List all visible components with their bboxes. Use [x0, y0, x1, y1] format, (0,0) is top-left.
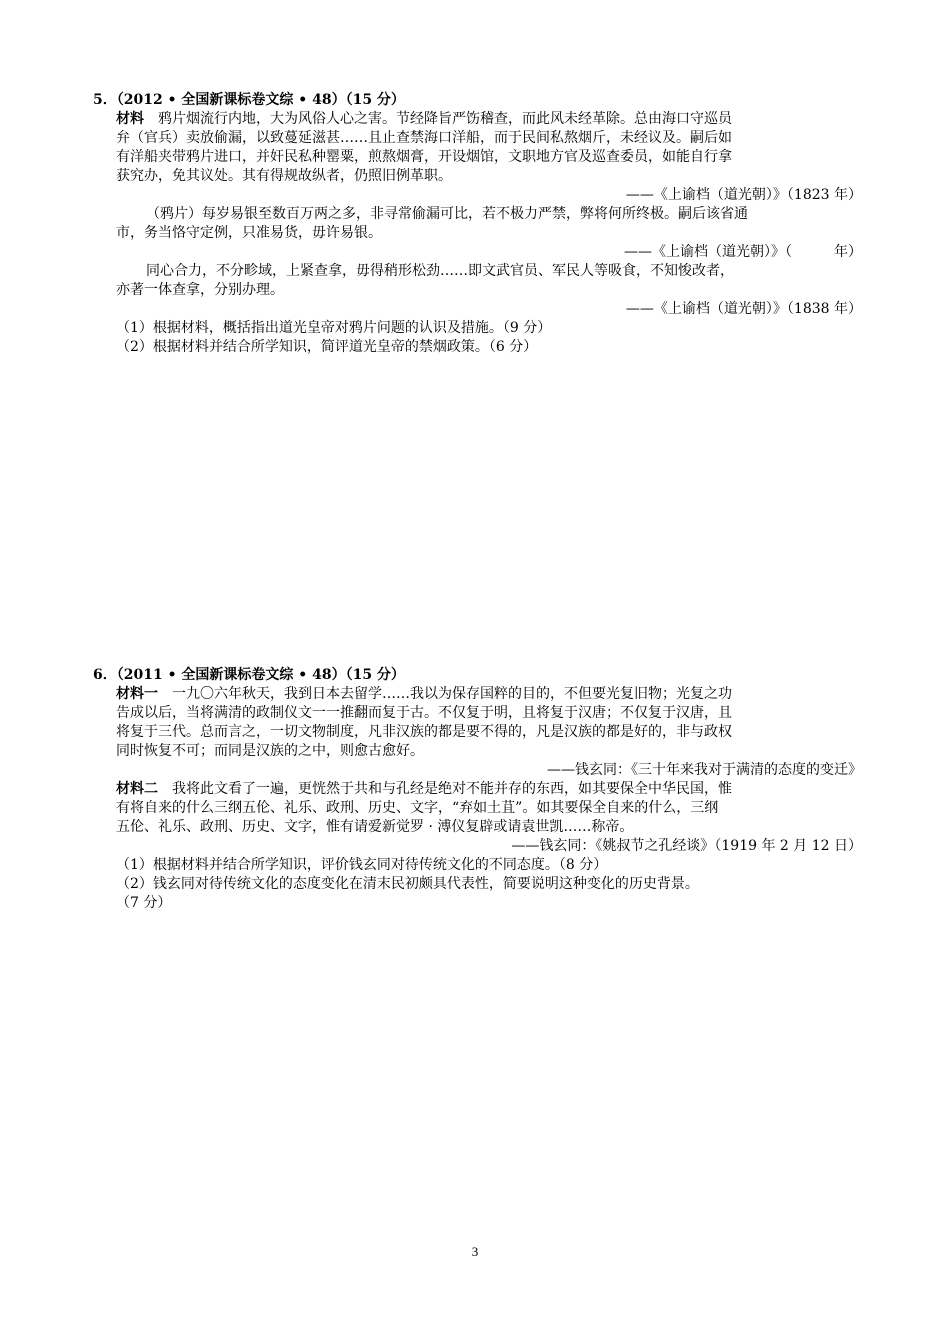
- sub-question-2-points: （7 分）: [116, 895, 172, 911]
- material-line: 将复于三代。总而言之，一切文物制度，凡非汉族的都是要不得的，凡是汉族的都是好的，非与政权: [116, 724, 732, 740]
- source-citation: ——《上谕档（道光朝）》（ 年）: [624, 244, 862, 260]
- material-line: （鸦片）每岁易银至数百万两之多，非寻常偷漏可比，若不极力严禁，弊将何所终极。嗣后该省通: [146, 206, 748, 222]
- source-citation: ——《上谕档（道光朝）》（1838 年）: [625, 301, 862, 317]
- material-line: 同心合力，不分畛域，上紧查拿，毋得稍形松劲……即文武官员、军民人等吸食，不知悛改者，: [146, 263, 734, 279]
- question-5-header: 5．（2012 • 全国新课标卷文综 • 48）（15 分）: [93, 92, 405, 108]
- page-number: 3: [471, 1244, 479, 1259]
- material-line: 获究办，免其议处。其有得规故纵者，仍照旧例革职。: [116, 168, 452, 184]
- material-line: 亦著一体查拿，分别办理。: [116, 282, 284, 298]
- source-citation: ——钱玄同：《姚叔节之孔经谈》（1919 年 2 月 12 日）: [511, 838, 862, 854]
- question-5: [93, 91, 862, 357]
- question-6: [93, 666, 862, 913]
- material-line: 有将自来的什么三纲五伦、礼乐、政刑、历史、文字，“弃如土苴”。如其要保全自来的什么，三纲: [116, 800, 719, 816]
- material-line: 五伦、礼乐、政刑、历史、文字，惟有请爱新觉罗 · 溥仪复辟或请袁世凯……称帝。: [116, 819, 634, 835]
- material-label: 材料一: [116, 686, 158, 702]
- sub-question-1: （1）根据材料并结合所学知识，评价钱玄同对待传统文化的不同态度。（8 分）: [116, 857, 608, 873]
- question-6-header: 6．（2011 • 全国新课标卷文综 • 48）（15 分）: [93, 667, 405, 683]
- material-line: 材料 鸦片烟流行内地，大为风俗人心之害。节经降旨严饬稽查，而此风未经革除。总由海口守巡员: [116, 111, 732, 127]
- material-label: 材料: [116, 111, 144, 127]
- sub-question-2: （2）根据材料并结合所学知识，简评道光皇帝的禁烟政策。（6 分）: [116, 339, 538, 355]
- material-line: 同时恢复不可；而同是汉族的之中，则愈古愈好。: [116, 743, 424, 759]
- sub-question-1: （1）根据材料，概括指出道光皇帝对鸦片问题的认识及措施。（9 分）: [116, 320, 552, 336]
- material-line: 告成以后，当将满清的政制仪文一一推翻而复于古。不仅复于明，且将复于汉唐；不仅复于汉唐，且: [116, 705, 732, 721]
- material-label: 材料二: [116, 781, 158, 797]
- material-line: 材料一 一九〇六年秋天，我到日本去留学……我以为保存国粹的目的，不但要光复旧物；光复之功: [116, 686, 732, 702]
- source-citation: ——钱玄同：《三十年来我对于满清的态度的变迁》: [547, 762, 862, 778]
- source-citation: ——《上谕档（道光朝）》（1823 年）: [625, 187, 862, 203]
- material-line: 材料二 我将此文看了一遍，更恍然于共和与孔经是绝对不能并存的东西，如其要保全中华民国，惟: [116, 781, 732, 797]
- material-line: 有洋船夹带鸦片进口，并奸民私种罂粟，煎熬烟膏，开设烟馆，文职地方官及巡查委员，如能自行拿: [116, 149, 732, 165]
- material-line: 弁（官兵）卖放偷漏，以致蔓延滋甚……且止查禁海口洋船，而于民间私熬烟斤，未经议及。嗣后如: [116, 130, 732, 146]
- material-line: 市，务当恪守定例，只准易货，毋许易银。: [116, 225, 382, 241]
- sub-question-2: （2）钱玄同对待传统文化的态度变化在清末民初颇具代表性，简要说明这种变化的历史背景。: [116, 876, 699, 892]
